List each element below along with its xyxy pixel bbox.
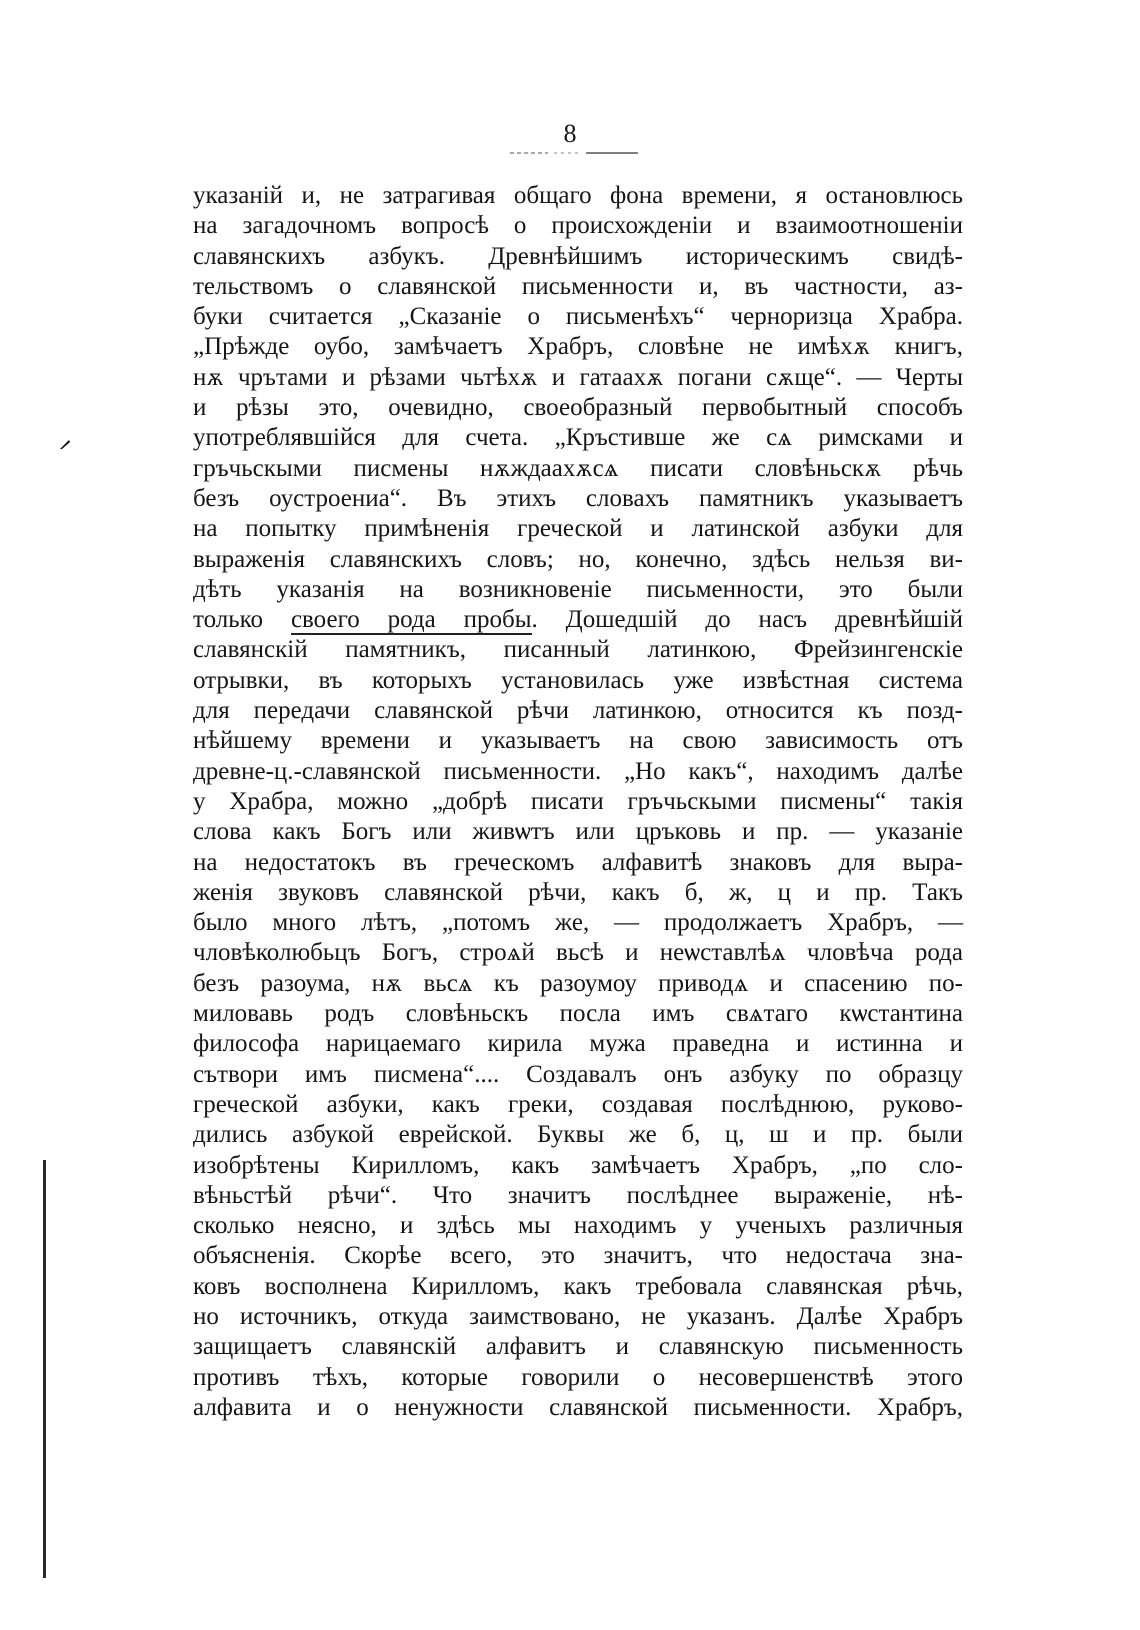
- text-fragment: только: [193, 606, 291, 634]
- text-line: алфавита и о ненужности славянской письменности. Храбръ,: [193, 1393, 963, 1421]
- text-line: дѣть указанія на возникновеніе письменности, это были: [193, 575, 963, 603]
- text-line: отрывки, въ которыхъ установилась уже извѣстная система: [193, 666, 963, 694]
- text-line: дились азбукой еврейской. Буквы же б, ц, ш и пр. были: [193, 1121, 963, 1149]
- text-line: древне-ц.-славянской письменности. „Но какъ“, находимъ далѣе: [193, 757, 963, 785]
- text-line: философа нарицаемаго кирила мужа праведна и истинна и: [193, 1030, 963, 1058]
- text-line: миловавь родъ словѣньскъ посла имъ свѧтаго кѡстантина: [193, 1000, 963, 1028]
- left-binding-edge: [43, 1160, 46, 1578]
- text-line: но источникъ, откуда заимствовано, не указанъ. Далѣе Храбръ: [193, 1302, 963, 1330]
- text-line: буки считается „Сказаніе о письменѣхъ“ черноризца Храбра.: [193, 303, 963, 331]
- text-line: употреблявшійся для счета. „Кръстивше же сѧ римсками и: [193, 424, 963, 452]
- text-line: славянскій памятникъ, писанный латинкою, Фрейзингенскіе: [193, 636, 963, 664]
- text-line: у Храбра, можно „добрѣ писати гръчьскыми писмены“ такія: [193, 787, 963, 815]
- text-line: сътвори имъ писмена“.... Создавалъ онъ азбуку по образцу: [193, 1060, 963, 1088]
- text-line: противъ тѣхъ, которые говорили о несовершенствѣ этого: [193, 1363, 963, 1391]
- text-line: вѣньстѣй рѣчи“. Что значитъ послѣднее выраженіе, нѣ-: [193, 1181, 963, 1209]
- text-line: указаній и, не затрагивая общаго фона времени, я остановлюсь: [193, 182, 963, 209]
- text-line: защищаетъ славянскій алфавитъ и славянскую письменность: [193, 1333, 963, 1361]
- text-line: нѫ чрътами и рѣзами чьтѣхѫ и гатаахѫ погани сѫще“. — Черты: [193, 363, 963, 391]
- text-line: безъ разоума, нѫ вьсѧ къ разоумоу приводѧ и спасению по-: [193, 969, 963, 997]
- text-line: на загадочномъ вопросѣ о происхожденіи и взаимоотношеніи: [193, 212, 963, 240]
- text-line-underlined: [193, 605, 963, 635]
- text-fragment: . Дошедшій до насъ древнѣйшій: [531, 606, 963, 634]
- margin-pencil-mark: [58, 437, 72, 451]
- text-line: на недостатокъ въ греческомъ алфавитѣ знаковъ для выра-: [193, 848, 963, 876]
- body-text: [193, 181, 963, 1423]
- text-line: ковъ восполнена Кирилломъ, какъ требовала славянская рѣчь,: [193, 1272, 963, 1300]
- text-line: выраженія славянскихъ словъ; но, конечно, здѣсь нельзя ви-: [193, 545, 963, 573]
- text-line: и рѣзы это, очевидно, своеобразный первобытный способъ: [193, 394, 963, 422]
- text-line: на попытку примѣненія греческой и латинской азбуки для: [193, 515, 963, 543]
- text-line: безъ оустроениа“. Въ этихъ словахъ памятникъ указываетъ: [193, 484, 963, 512]
- text-line: объясненія. Скорѣе всего, это значитъ, что недостача зна-: [193, 1242, 963, 1270]
- text-line: греческой азбуки, какъ греки, создавая послѣднюю, руково-: [193, 1090, 963, 1118]
- underlined-phrase: своего рода пробы: [290, 606, 532, 634]
- text-line: сколько неясно, и здѣсь мы находимъ у ученыхъ различныя: [193, 1212, 963, 1240]
- text-line: нѣйшему времени и указываетъ на свою зависимость отъ: [193, 727, 963, 755]
- text-line: было много лѣтъ, „потомъ же, — продолжаетъ Храбръ, —: [193, 909, 963, 937]
- text-line: „Прѣжде оубо, замѣчаетъ Храбръ, словѣне не имѣхѫ книгъ,: [193, 333, 963, 361]
- text-line: чловѣколюбьцъ Богъ, строѧй вьсѣ и неѡставлѣѧ чловѣча рода: [193, 939, 963, 967]
- page-number-rule: [510, 151, 640, 155]
- page-number: 8: [563, 119, 577, 148]
- text-line: тельствомъ о славянской письменности и, въ частности, аз-: [193, 272, 963, 300]
- text-line: женія звуковъ славянской рѣчи, какъ б, ж, ц и пр. Такъ: [193, 878, 963, 906]
- text-line: изобрѣтены Кирилломъ, какъ замѣчаетъ Храбръ, „по сло-: [193, 1151, 963, 1179]
- text-line: слова какъ Богъ или живѡтъ или цръковь и пр. — указаніе: [193, 818, 963, 846]
- text-line: славянскихъ азбукъ. Древнѣйшимъ историческимъ свидѣ-: [193, 242, 963, 270]
- text-line: для передачи славянской рѣчи латинкою, относится къ позд-: [193, 697, 963, 725]
- text-line: гръчьскыми писмены нѫждаахѫсѧ писати словѣньскѫ рѣчь: [193, 454, 963, 482]
